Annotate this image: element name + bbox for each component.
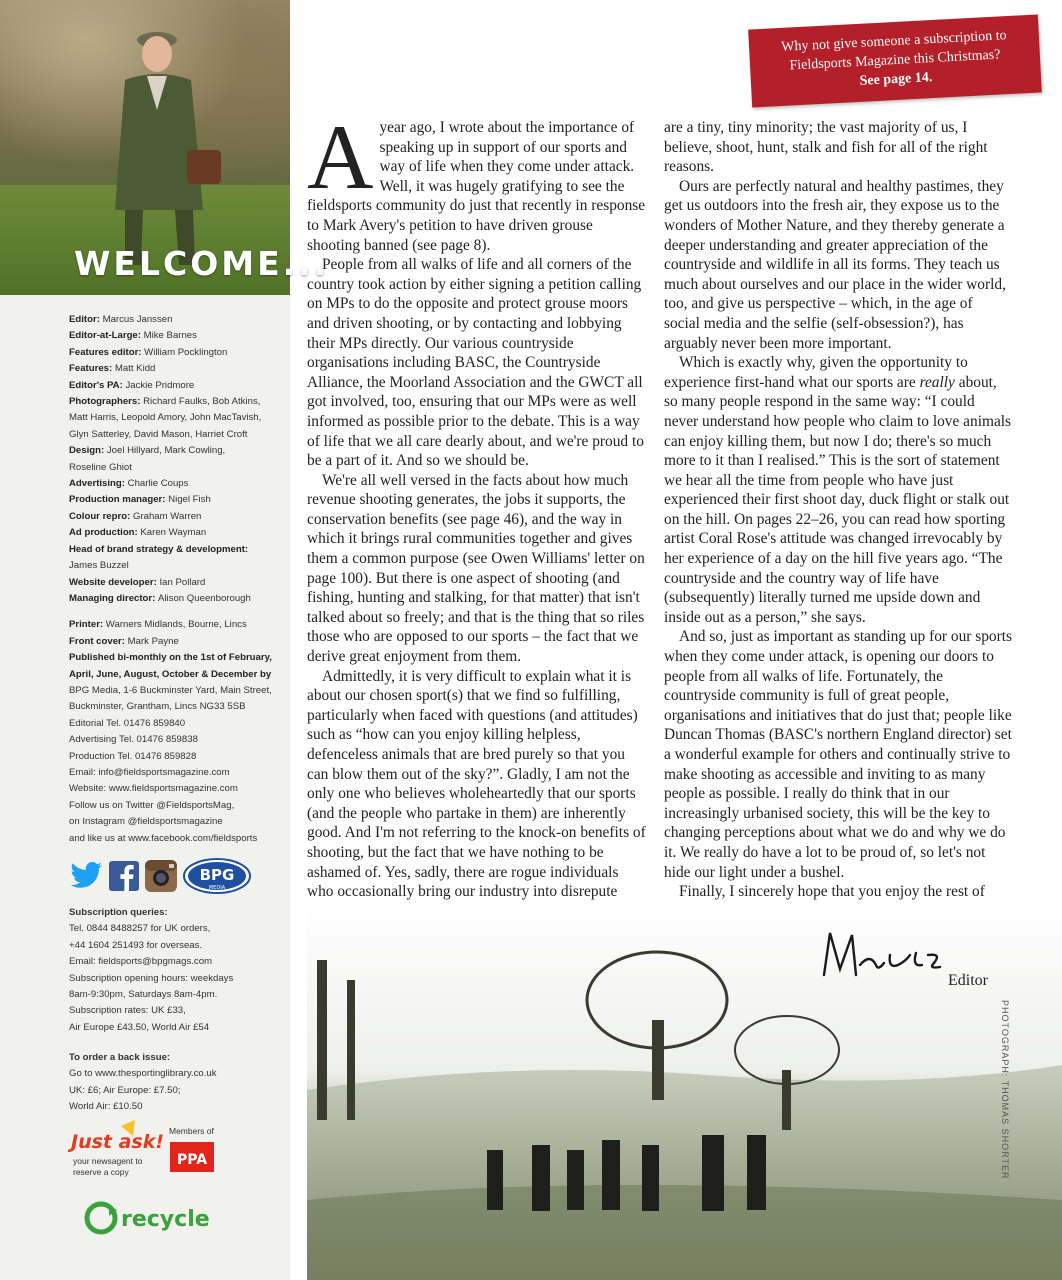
- credit-label: Head of brand strategy & development:: [69, 543, 249, 555]
- credit-line: [69, 460, 284, 476]
- credit-line: [69, 591, 284, 607]
- credit-label: April, June, August, October & December by: [69, 668, 272, 680]
- credit-value: James Buzzel: [69, 560, 129, 572]
- just-ask-subtext-1: your newsagent to: [73, 1156, 143, 1166]
- credit-line: [69, 650, 284, 666]
- just-ask-text: Just ask!: [71, 1131, 165, 1153]
- credit-value: and like us at www.facebook.com/fieldsports: [69, 832, 258, 844]
- credit-value: Glyn Satterley, David Mason, Harriet Croft: [69, 428, 248, 440]
- credit-line: [69, 378, 284, 394]
- credit-label: Colour repro:: [69, 510, 133, 522]
- article-column-2: [664, 118, 1012, 941]
- article-paragraph: Ayear ago, I wrote about the importance of speaking up in support of our sports and way of life when they come under attack. Well, it was hugely gratifying to see the fieldsports community do just that recently in response to Mark Avery's petition to have driven grouse shooting banned (see page 8).: [307, 106, 646, 254]
- credit-line: [69, 831, 284, 847]
- sidebar: [0, 0, 330, 1280]
- facebook-icon[interactable]: [109, 861, 139, 891]
- credit-line: [69, 492, 284, 508]
- welcome-heading: WELCOME...: [74, 244, 330, 283]
- credit-line: [69, 476, 284, 492]
- credit-label: Design:: [69, 445, 107, 457]
- credit-value: Roseline Ghiot: [69, 461, 132, 473]
- credit-line: [69, 558, 284, 574]
- article-paragraph: We're all well versed in the facts about how much revenue shooting generates, the jobs it supports, the conservation benefits (see page 46), and the way in which it brings rural communities together and gives them a common purpose (see Owen Williams' letter on page 100). But there is one aspect of shooting (and fishing, hunting and stalking, for that matter) that isn't talked about so freely; and that is the thing that so riles those who are opposed to our sports – the fact that we derive great enjoyment from them.: [307, 471, 645, 666]
- credit-line: [69, 312, 284, 328]
- credit-label: Front cover:: [69, 635, 128, 647]
- info-line: Air Europe £43.50, World Air £54: [69, 1021, 210, 1033]
- credit-value: Ian Pollard: [159, 576, 206, 588]
- credit-value: Email: info@fieldsportsmagazine.com: [69, 766, 230, 778]
- credit-line: [69, 361, 284, 377]
- article-paragraph: Admittedly, it is very difficult to explain what it is about our chosen sport(s) that we find so fulfilling, particularly when faced with questions (and attitudes) such as “how can you enjoy killing helpless, defenceless animals that are bred purely so that you can blow them out of the sky?”. Gladly, I am not the only one who believes wholeheartedly that our sports (and the people who partake in them) are inherently good. And I'm not referring to the knock-on benefits of shooting, but the fact that we have nothing to be ashamed of. Yes, sadly, there are rogue individuals who occasionally bring our industry into disrepute: [307, 667, 646, 901]
- credit-line: [69, 765, 284, 781]
- promo-line-2: Fieldsports Magazine this Christmas?: [789, 47, 1001, 74]
- credit-value: Marcus Janssen: [102, 314, 173, 325]
- credit-value: Production Tel. 01476 859828: [69, 750, 197, 762]
- credit-line: [69, 798, 284, 814]
- ppa-text: PPA: [176, 1152, 208, 1168]
- credit-line: [69, 683, 284, 699]
- just-ask-subtext-2: reserve a copy: [73, 1167, 129, 1177]
- credit-line: [69, 781, 284, 797]
- credit-value: Buckminster, Grantham, Lincs NG33 5SB: [69, 701, 246, 713]
- credit-label: Features:: [69, 363, 115, 375]
- credit-value: Nigel Fish: [168, 494, 211, 506]
- subscription-heading: Subscription queries:: [69, 907, 168, 918]
- instagram-icon[interactable]: [145, 860, 177, 892]
- credit-line: [69, 575, 284, 591]
- credit-value: Mike Barnes: [143, 330, 197, 342]
- credit-label: Editor:: [69, 314, 103, 325]
- credit-label: Website developer:: [69, 576, 160, 588]
- twitter-icon[interactable]: [69, 862, 103, 890]
- credit-line: [69, 749, 284, 765]
- credit-value: Graham Warren: [132, 510, 202, 522]
- article-column-1: [307, 106, 647, 941]
- credit-line: [69, 634, 284, 650]
- credit-value: Alison Queenborough: [158, 592, 251, 604]
- staff-credits: [69, 312, 284, 847]
- info-line: Tel. 0844 8488257 for UK orders,: [69, 923, 211, 935]
- credit-label: Features editor:: [69, 346, 145, 358]
- credit-label: Published bi-monthly on the 1st of February,: [69, 652, 272, 664]
- credit-label: Advertising:: [69, 478, 128, 490]
- subscription-promo-banner[interactable]: [748, 14, 1042, 107]
- credit-value: Follow us on Twitter @FieldsportsMag,: [69, 799, 235, 811]
- credit-value: Advertising Tel. 01476 859838: [69, 734, 198, 746]
- credit-value: Mark Payne: [127, 635, 179, 647]
- info-line: World Air: £10.50: [69, 1101, 143, 1113]
- article-paragraph: People from all walks of life and all corners of the country took action by either signing a petition calling on MPs to do the opposite and protect grouse moors and driven shooting, or by contacting and lobbying their MPs directly. Our various countryside organisations including BASC, the Countryside Alliance, the Moorland Association and the GWCT all got involved, too, ensuring that our MPs were as well informed as possible prior to the debate. This is a way of life that we all care dearly about, and we're proud to be a part of it. And so we should be.: [307, 256, 644, 470]
- credit-line: [69, 427, 284, 443]
- credit-line: [69, 345, 284, 361]
- back-issue-info: [69, 1050, 284, 1116]
- info-line: Subscription opening hours: weekdays: [69, 972, 234, 984]
- article-paragraph: are a tiny, tiny minority; the vast majority of us, I believe, shoot, hunt, stalk and fish for all of the right reasons.: [664, 119, 988, 176]
- credit-line: [69, 617, 284, 633]
- info-line: UK: £6; Air Europe: £7.50;: [69, 1084, 181, 1096]
- credit-label: Managing director:: [69, 592, 159, 604]
- drop-cap: A: [307, 106, 374, 208]
- credit-line: [69, 394, 284, 410]
- back-issue-heading: To order a back issue:: [69, 1052, 171, 1063]
- recycle-text: recycle: [121, 1207, 210, 1232]
- credit-line: [69, 509, 284, 525]
- credit-value: Jackie Pridmore: [125, 379, 195, 391]
- credit-line: [69, 667, 284, 683]
- article-paragraph: Which is exactly why, given the opportunity to experience first-hand what our sports are really about, so many people respond in the same way: “I could never understand how people who claim to love animals can enjoy killing them, but now I do; there's so much more to it than I realised.” This is the sort of statement we hear all the time from people who have just experienced their first shoot day, duck flight or stalk out on the hill. On pages 22–26, you can read how sporting artist Coral Rose's attitude was changed irrevocably by her experience of a day on the hill five years ago. “The countryside and the country way of life have (subsequently) literally turned me upside down and inside out as a person,” she says.: [664, 354, 1012, 626]
- credit-line: [69, 542, 284, 558]
- credit-line: [69, 716, 284, 732]
- credit-value: Charlie Coups: [127, 478, 189, 490]
- credit-value: BPG Media, 1-6 Buckminster Yard, Main Street,: [69, 684, 272, 696]
- credit-line: [69, 814, 284, 830]
- info-line: +44 1604 251493 for overseas.: [69, 939, 203, 951]
- article-paragraph: Ours are perfectly natural and healthy pastimes, they get us outdoors into the fresh air, they expose us to the wonders of Mother Nature, and they thereby generate a deeper understanding and greater appreciation of the countryside and wildlife in all its forms. They teach us much about ourselves and our place in the wider world, too, and give us perspective – which, in the age of social media and the selfie (self-obsession?), has arguably never been more important.: [664, 177, 1006, 352]
- bpg-logo-subtext: MEDIA: [208, 885, 226, 891]
- credit-value: Editorial Tel. 01476 859840: [69, 717, 186, 729]
- article-paragraph: And so, just as important as standing up for our sports when they come under attack, is opening our doors to people from all walks of life. Fortunately, the countryside community is full of great people, organisations and initiatives that do just that; people like Duncan Thomas (BASC's northern England director) set a wonderful example for others and continually strive to make shooting as accessible and inviting to as many people as possible. I really do think that in our increasingly urbanised society, this will be the key to changing perceptions about what we do and why we do it. We really do have a lot to be proud of, so let's not hide our light under a bushel.: [664, 628, 1013, 881]
- credit-value: Karen Wayman: [140, 527, 207, 539]
- recycle-logo: [87, 1204, 210, 1232]
- credit-label: Production manager:: [69, 494, 169, 506]
- just-ask-logo: [67, 1120, 164, 1177]
- info-line: 8am-9:30pm, Saturdays 8am-4pm.: [69, 989, 218, 1001]
- credit-value: Matt Kidd: [114, 363, 156, 375]
- photo-credit: PHOTOGRAPH: THOMAS SHORTER: [1000, 1000, 1010, 1180]
- credit-line: [69, 732, 284, 748]
- editor-figure: [95, 10, 225, 270]
- credit-label: Photographers:: [69, 396, 144, 408]
- credit-value: on Instagram @fieldsportsmagazine: [69, 816, 223, 828]
- credit-label: Printer:: [69, 619, 106, 631]
- social-links: [69, 858, 251, 894]
- credit-value: Matt Harris, Leopold Amory, John MacTavish,: [69, 412, 262, 424]
- credit-value: William Pocklington: [144, 346, 228, 358]
- bpg-logo-text: BPG: [199, 866, 235, 884]
- credit-label: Ad production:: [69, 527, 141, 539]
- credit-value: Richard Faulks, Bob Atkins,: [143, 396, 261, 408]
- promo-line-1: Why not give someone a subscription to: [780, 28, 1007, 55]
- credit-line: [69, 699, 284, 715]
- credit-line: [69, 443, 284, 459]
- editor-photo: [0, 0, 330, 295]
- info-line: Email: fieldsports@bpgmags.com: [69, 956, 213, 968]
- credit-line: [69, 525, 284, 541]
- promo-link[interactable]: See page 14.: [859, 70, 933, 89]
- logo-area: [69, 1120, 284, 1260]
- bpg-media-logo[interactable]: [183, 858, 251, 894]
- credit-value: Joel Hillyard, Mark Cowling,: [106, 445, 226, 457]
- subscription-info: [69, 905, 284, 1036]
- info-line: Go to www.thesportinglibrary.co.uk: [69, 1068, 217, 1080]
- editor-signoff: Editor: [948, 972, 988, 989]
- credit-label: Editor's PA:: [69, 379, 126, 391]
- credit-line: [69, 328, 284, 344]
- credit-value: Warners Midlands, Bourne, Lincs: [105, 619, 247, 631]
- members-of-text: Members of: [169, 1126, 214, 1136]
- credit-value: Website: www.fieldsportsmagazine.com: [69, 783, 238, 795]
- article-paragraph: Finally, I sincerely hope that you enjoy the rest of: [679, 883, 985, 901]
- credit-line: [69, 410, 284, 426]
- ppa-logo: [169, 1126, 215, 1172]
- info-line: Subscription rates: UK £33,: [69, 1005, 186, 1017]
- credit-label: Editor-at-Large:: [69, 330, 144, 342]
